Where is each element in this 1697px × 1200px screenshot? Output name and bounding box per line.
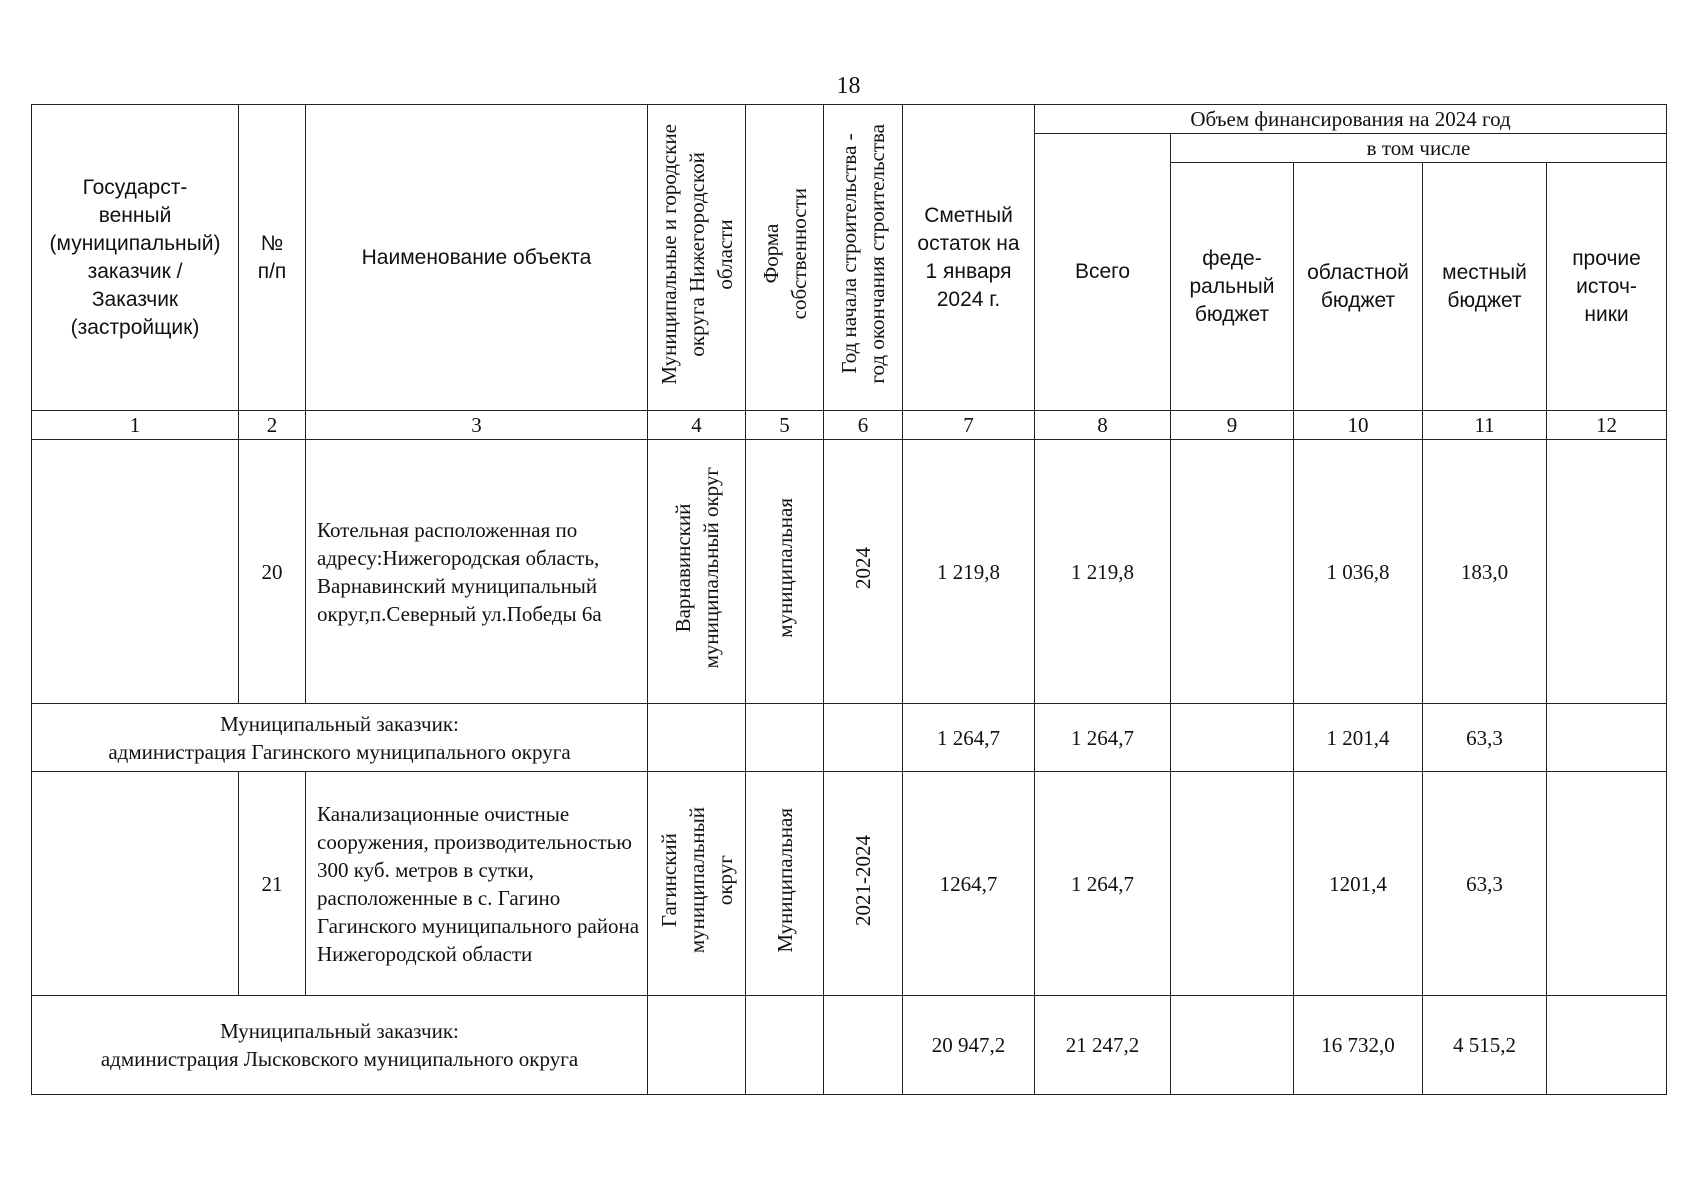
regional-value: 1201,4 bbox=[1294, 772, 1423, 996]
object-name: Канализационные очистные сооружения, производительностью 300 куб. метров в сутки, расположенные в с. Гагино Гагинского муниципального района Нижегородской области bbox=[306, 772, 648, 996]
header-regional: областной бюджет bbox=[1294, 163, 1423, 411]
other-value bbox=[1547, 440, 1667, 704]
federal-value bbox=[1171, 996, 1294, 1095]
header-customer: Государст- венный (муниципальный) заказчик / Заказчик (застройщик) bbox=[32, 105, 239, 411]
local-value: 183,0 bbox=[1423, 440, 1547, 704]
column-number: 9 bbox=[1171, 411, 1294, 440]
header-ownership: Форма собственности bbox=[746, 105, 824, 411]
header-including: в том числе bbox=[1171, 134, 1667, 163]
estimate-value: 20 947,2 bbox=[903, 996, 1035, 1095]
header-years: Год начала строительства - год окончания строительства bbox=[824, 105, 903, 411]
district-cell: Варнавинский муниципальный округ bbox=[648, 440, 746, 704]
federal-value bbox=[1171, 772, 1294, 996]
local-value: 63,3 bbox=[1423, 704, 1547, 772]
customer-label: Муниципальный заказчик: администрация Лысковского муниципального округа bbox=[32, 996, 648, 1095]
page-number: 18 bbox=[836, 73, 861, 99]
column-number: 3 bbox=[306, 411, 648, 440]
header-object-name: Наименование объекта bbox=[306, 105, 648, 411]
total-value: 1 219,8 bbox=[1035, 440, 1171, 704]
column-number: 6 bbox=[824, 411, 903, 440]
local-value: 63,3 bbox=[1423, 772, 1547, 996]
table-row bbox=[32, 440, 1667, 704]
other-value bbox=[1547, 996, 1667, 1095]
row-number: 20 bbox=[239, 440, 306, 704]
local-value: 4 515,2 bbox=[1423, 996, 1547, 1095]
other-value bbox=[1547, 704, 1667, 772]
header-financing: Объем финансирования на 2024 год bbox=[1035, 105, 1667, 134]
estimate-value: 1264,7 bbox=[903, 772, 1035, 996]
table-row bbox=[32, 772, 1667, 996]
column-number: 12 bbox=[1547, 411, 1667, 440]
regional-value: 1 201,4 bbox=[1294, 704, 1423, 772]
header-estimate: Сметный остаток на 1 января 2024 г. bbox=[903, 105, 1035, 411]
column-number: 5 bbox=[746, 411, 824, 440]
column-number: 4 bbox=[648, 411, 746, 440]
row-number: 21 bbox=[239, 772, 306, 996]
years-cell: 2024 bbox=[824, 440, 903, 704]
header-federal: феде- ральный бюджет bbox=[1171, 163, 1294, 411]
federal-value bbox=[1171, 440, 1294, 704]
column-number: 1 bbox=[32, 411, 239, 440]
regional-value: 1 036,8 bbox=[1294, 440, 1423, 704]
total-value: 1 264,7 bbox=[1035, 704, 1171, 772]
object-name: Котельная расположенная по адресу:Нижегородская область, Варнавинский муниципальный округ,п.Северный ул.Победы 6а bbox=[306, 440, 648, 704]
years-cell bbox=[824, 996, 903, 1095]
column-number: 7 bbox=[903, 411, 1035, 440]
column-number: 8 bbox=[1035, 411, 1171, 440]
total-value: 21 247,2 bbox=[1035, 996, 1171, 1095]
column-number: 11 bbox=[1423, 411, 1547, 440]
ownership-cell: Муниципальная bbox=[746, 772, 824, 996]
years-cell: 2021-2024 bbox=[824, 772, 903, 996]
financing-table bbox=[31, 104, 1667, 1095]
other-value bbox=[1547, 772, 1667, 996]
years-cell bbox=[824, 704, 903, 772]
district-cell: Гагинский муниципальный округ bbox=[648, 772, 746, 996]
subtotal-row bbox=[32, 704, 1667, 772]
total-value: 1 264,7 bbox=[1035, 772, 1171, 996]
ownership-cell bbox=[746, 996, 824, 1095]
header-other: прочие источ- ники bbox=[1547, 163, 1667, 411]
ownership-cell bbox=[746, 704, 824, 772]
column-number: 2 bbox=[239, 411, 306, 440]
subtotal-row bbox=[32, 996, 1667, 1095]
column-numbers-row bbox=[32, 411, 1667, 440]
header-local: местный бюджет bbox=[1423, 163, 1547, 411]
header-district: Муниципальные и городские округа Нижегородской области bbox=[648, 105, 746, 411]
customer-label: Муниципальный заказчик: администрация Гагинского муниципального округа bbox=[32, 704, 648, 772]
estimate-value: 1 264,7 bbox=[903, 704, 1035, 772]
customer-cell bbox=[32, 440, 239, 704]
customer-cell bbox=[32, 772, 239, 996]
regional-value: 16 732,0 bbox=[1294, 996, 1423, 1095]
column-number: 10 bbox=[1294, 411, 1423, 440]
header-number: № п/п bbox=[239, 105, 306, 411]
estimate-value: 1 219,8 bbox=[903, 440, 1035, 704]
ownership-cell: муниципальная bbox=[746, 440, 824, 704]
district-cell bbox=[648, 996, 746, 1095]
federal-value bbox=[1171, 704, 1294, 772]
header-total: Всего bbox=[1035, 134, 1171, 411]
district-cell bbox=[648, 704, 746, 772]
